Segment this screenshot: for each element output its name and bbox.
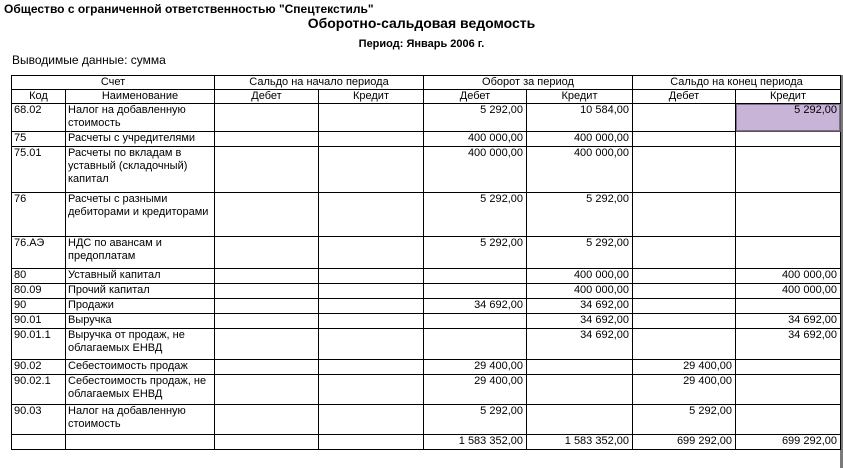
account-name: Налог на добавленную стоимость [66,104,215,132]
header-end-credit: Кредит [736,90,841,104]
table-row[interactable] [12,314,841,329]
account-code: 90.02 [12,360,66,375]
header-turnover-credit: Кредит [527,90,633,104]
header-account: Счет [12,76,215,90]
turnover-credit-cell: 400 000,00 [527,132,633,147]
start-credit-cell [319,314,424,329]
turnover-credit-cell: 34 692,00 [527,314,633,329]
start-debit-cell [215,147,319,193]
turnover-debit-cell: 400 000,00 [424,147,527,193]
start-debit-cell [215,360,319,375]
end-debit-cell [633,237,736,269]
table-row[interactable] [12,104,841,132]
end-debit-cell: 29 400,00 [633,375,736,405]
turnover-credit-cell [527,360,633,375]
account-name: Себестоимость продаж, не облагаемых ЕНВД [66,375,215,405]
end-credit-cell [736,405,841,435]
end-credit-cell [736,299,841,314]
account-name: Расчеты по вкладам в уставный (складочный) капитал [66,147,215,193]
table-row[interactable] [12,147,841,193]
start-debit-cell [215,314,319,329]
table-row[interactable] [12,237,841,269]
start-credit-cell [319,405,424,435]
report-period: Период: Январь 2006 г. [358,38,485,50]
header-end-balance: Сальдо на конец периода [633,76,841,90]
account-name: Расчеты с разными дебиторами и кредиторами [66,193,215,237]
account-code: 68.02 [12,104,66,132]
end-credit-cell: 400 000,00 [736,284,841,299]
turnover-debit-cell: 5 292,00 [424,104,527,132]
turnover-debit-cell [424,269,527,284]
total-end-credit: 699 292,00 [736,435,841,450]
organization-name: Общество с ограниченной ответственностью "Спецтекстиль" [4,2,374,16]
header-name: Наименование [66,90,215,104]
start-credit-cell [319,104,424,132]
end-debit-cell [633,193,736,237]
table-row[interactable] [12,405,841,435]
end-credit-cell [736,237,841,269]
start-credit-cell [319,299,424,314]
header-end-debit: Дебет [633,90,736,104]
end-credit-cell [736,147,841,193]
turnover-debit-cell: 29 400,00 [424,360,527,375]
account-code: 76.АЭ [12,237,66,269]
start-credit-cell [319,132,424,147]
end-credit-cell [736,360,841,375]
end-debit-cell [633,104,736,132]
end-credit-cell: 34 692,00 [736,329,841,360]
end-debit-cell [633,299,736,314]
account-name: Уставный капитал [66,269,215,284]
table-row[interactable] [12,299,841,314]
account-code: 80.09 [12,284,66,299]
start-debit-cell [215,269,319,284]
account-code: 90.02.1 [12,375,66,405]
turnover-debit-cell [424,314,527,329]
end-credit-cell: 400 000,00 [736,269,841,284]
account-name: Расчеты с учредителями [66,132,215,147]
account-code: 90.01.1 [12,329,66,360]
table-row[interactable] [12,360,841,375]
turnover-debit-cell: 34 692,00 [424,299,527,314]
end-credit-cell [736,193,841,237]
total-turnover-debit: 1 583 352,00 [424,435,527,450]
end-debit-cell [633,147,736,193]
turnover-credit-cell: 400 000,00 [527,147,633,193]
turnover-credit-cell [527,405,633,435]
header-start-credit: Кредит [319,90,424,104]
turnover-credit-cell: 5 292,00 [527,193,633,237]
output-data-label: Выводимые данные: сумма [12,53,166,67]
start-debit-cell [215,193,319,237]
end-debit-cell [633,314,736,329]
table-row[interactable] [12,284,841,299]
total-start-credit [319,435,424,450]
end-debit-cell: 5 292,00 [633,405,736,435]
account-code: 90 [12,299,66,314]
table-row[interactable] [12,132,841,147]
turnover-debit-cell [424,284,527,299]
start-debit-cell [215,375,319,405]
start-debit-cell [215,104,319,132]
start-debit-cell [215,284,319,299]
account-name: Выручка [66,314,215,329]
end-debit-cell [633,284,736,299]
account-name: Прочий капитал [66,284,215,299]
account-name: Налог на добавленную стоимость [66,405,215,435]
start-credit-cell [319,269,424,284]
table-row[interactable] [12,329,841,360]
end-debit-cell [633,329,736,360]
start-debit-cell [215,237,319,269]
report-title: Оборотно-сальдовая ведомость [307,15,536,31]
account-code: 90.03 [12,405,66,435]
turnover-debit-cell: 5 292,00 [424,193,527,237]
turnover-debit-cell: 400 000,00 [424,132,527,147]
start-credit-cell [319,329,424,360]
account-code: 75 [12,132,66,147]
turnover-credit-cell: 5 292,00 [527,237,633,269]
turnover-credit-cell: 34 692,00 [527,299,633,314]
account-name: Продажи [66,299,215,314]
start-debit-cell [215,329,319,360]
account-name: НДС по авансам и предоплатам [66,237,215,269]
end-debit-cell [633,132,736,147]
account-code: 90.01 [12,314,66,329]
totals-code-cell [12,435,66,450]
end-debit-cell: 29 400,00 [633,360,736,375]
start-debit-cell [215,405,319,435]
header-start-balance: Сальдо на начало периода [215,76,424,90]
totals-name-cell [66,435,215,450]
account-name: Себестоимость продаж [66,360,215,375]
account-code: 76 [12,193,66,237]
total-end-debit: 699 292,00 [633,435,736,450]
start-credit-cell [319,147,424,193]
end-credit-cell: 34 692,00 [736,314,841,329]
turnover-debit-cell: 5 292,00 [424,405,527,435]
turnover-debit-cell [424,329,527,360]
account-code: 80 [12,269,66,284]
turnover-debit-cell: 29 400,00 [424,375,527,405]
start-debit-cell [215,132,319,147]
end-debit-cell [633,269,736,284]
header-code: Код [12,90,66,104]
start-credit-cell [319,284,424,299]
header-turnover-debit: Дебет [424,90,527,104]
turnover-credit-cell: 34 692,00 [527,329,633,360]
start-credit-cell [319,360,424,375]
start-credit-cell [319,193,424,237]
total-turnover-credit: 1 583 352,00 [527,435,633,450]
totals-row[interactable] [12,435,841,450]
turnover-balance-table [11,75,841,450]
selected-cell[interactable]: 5 292,00 [736,104,841,132]
account-code: 75.01 [12,147,66,193]
table-row[interactable] [12,375,841,405]
header-start-debit: Дебет [215,90,319,104]
turnover-credit-cell: 10 584,00 [527,104,633,132]
turnover-credit-cell: 400 000,00 [527,284,633,299]
header-turnover: Оборот за период [424,76,633,90]
turnover-credit-cell: 400 000,00 [527,269,633,284]
table-row[interactable] [12,269,841,284]
start-debit-cell [215,299,319,314]
table-row[interactable] [12,193,841,237]
turnover-debit-cell: 5 292,00 [424,237,527,269]
total-start-debit [215,435,319,450]
turnover-credit-cell [527,375,633,405]
end-credit-cell [736,375,841,405]
start-credit-cell [319,237,424,269]
start-credit-cell [319,375,424,405]
end-credit-cell [736,132,841,147]
account-name: Выручка от продаж, не облагаемых ЕНВД [66,329,215,360]
